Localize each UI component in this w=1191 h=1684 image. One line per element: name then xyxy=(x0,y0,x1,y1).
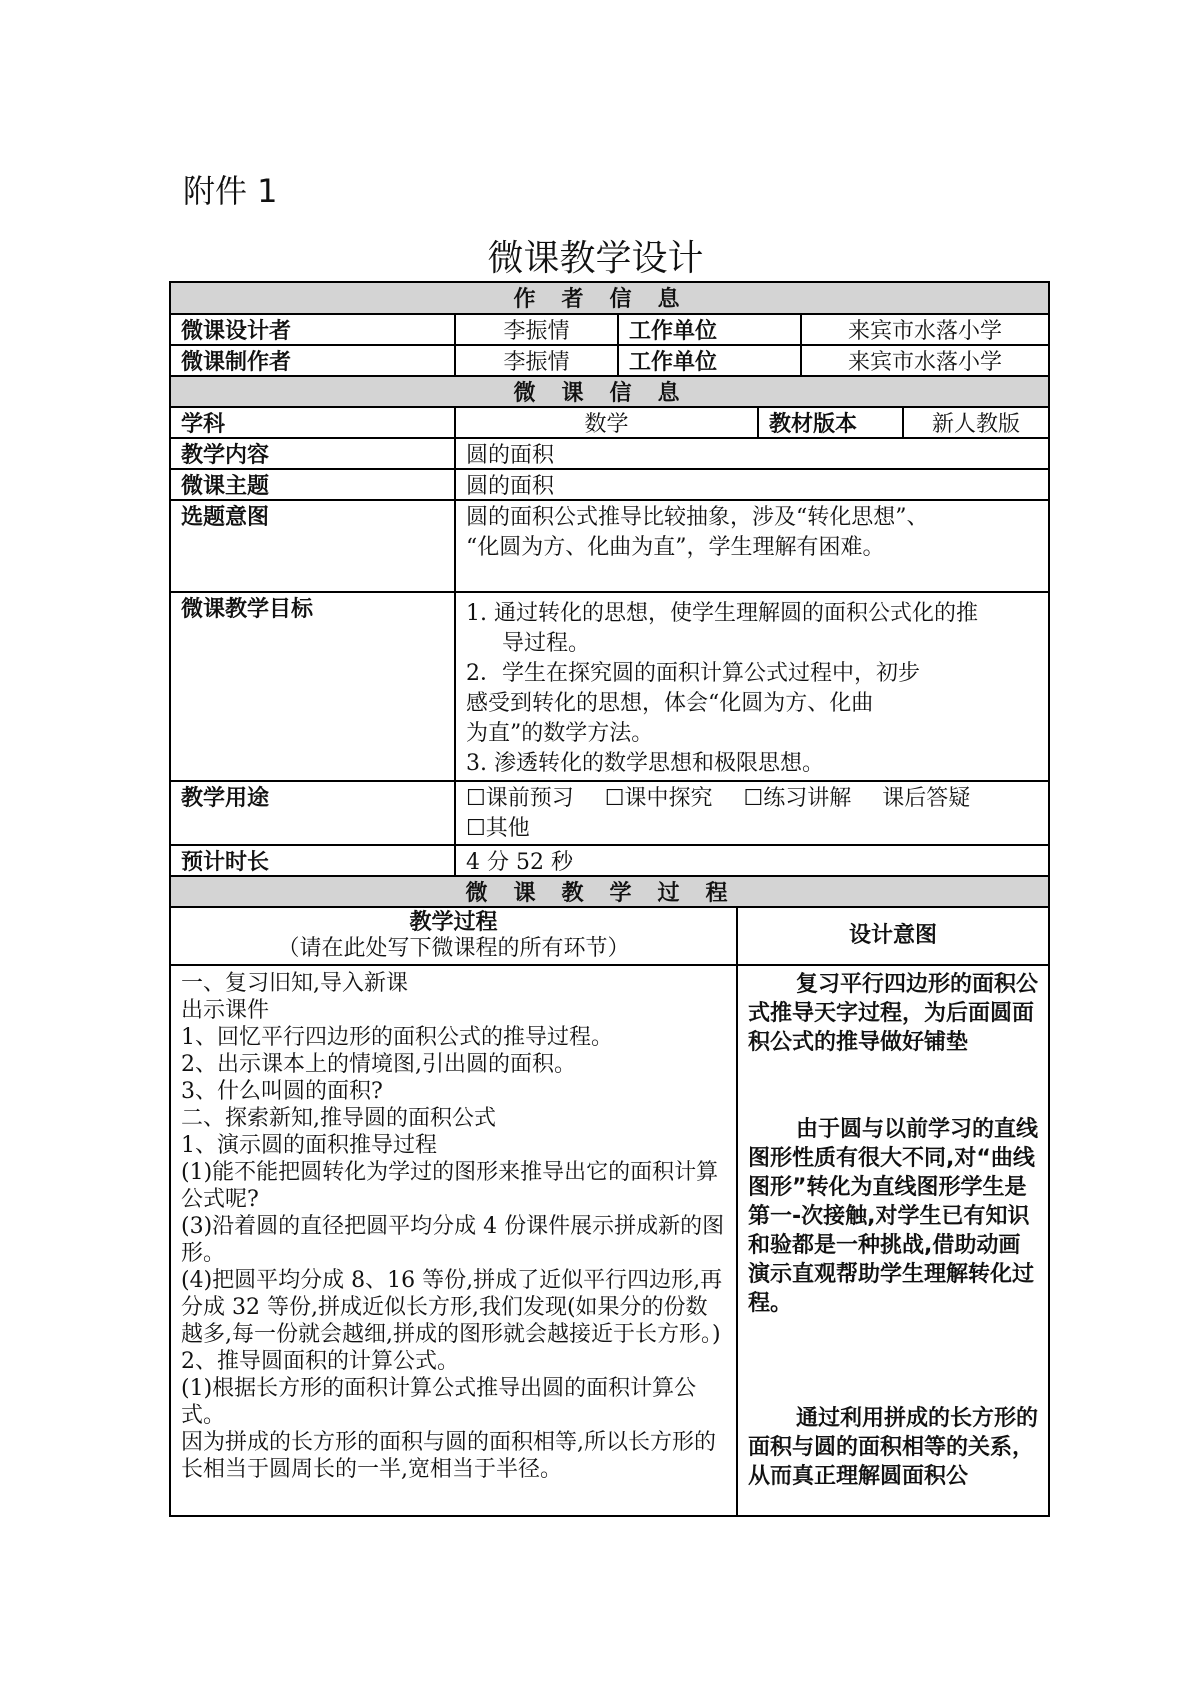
intent-label: 选题意图 xyxy=(181,505,270,530)
process-step: 出示课件 xyxy=(181,998,270,1023)
process-col-header xyxy=(171,908,736,964)
producer-label: 微课制作者 xyxy=(181,350,292,375)
process-step: (1)能不能把圆转化为学过的图形来推导出它的面积计算公式呢? xyxy=(181,1160,719,1212)
unit-label-1: 工作单位 xyxy=(617,315,800,344)
edition-value: 新人教版 xyxy=(902,408,1048,437)
process-step: 一、复习旧知,导入新课 xyxy=(181,971,408,996)
goal-line: 3. 渗透转化的数学思想和极限思想。 xyxy=(466,751,824,776)
process-step: 1、回忆平行四边形的面积公式的推导过程。 xyxy=(181,1025,613,1050)
producer-name: 李振情 xyxy=(454,346,617,375)
usage-option-explore[interactable]: ☐课中探究 xyxy=(604,786,713,811)
process-col-subtitle: （请在此处写下微课程的所有环节） xyxy=(277,936,630,961)
goal-line: 感受到转化的思想，体会“化圆为方、化曲 xyxy=(466,691,874,716)
process-steps xyxy=(171,966,736,1515)
subject-label: 学科 xyxy=(181,412,226,437)
process-step: 二、探索新知,推导圆的面积公式 xyxy=(181,1106,496,1131)
goal-line: 为直”的数学方法。 xyxy=(466,721,654,746)
usage-label: 教学用途 xyxy=(181,786,270,811)
goal-line: 1. 通过转化的思想，使学生理解圆的面积公式化的推 xyxy=(466,601,978,626)
process-step: (3)沿着圆的直径把圆平均分成 4 份课件展示拼成新的图形。 xyxy=(181,1214,725,1266)
intent-value xyxy=(454,501,1048,591)
usage-options xyxy=(454,782,1048,844)
designer-unit: 来宾市水落小学 xyxy=(800,315,1048,344)
unit-label-2: 工作单位 xyxy=(617,346,800,375)
goal-line: 导过程。 xyxy=(502,631,591,656)
process-col-title: 教学过程 xyxy=(409,910,498,935)
designer-name: 李振情 xyxy=(454,315,617,344)
intent-note: 复习平行四边形的面积公式推导天字过程，为后面圆面积公式的推导做好铺垫 xyxy=(748,972,1039,1055)
goals-label: 微课教学目标 xyxy=(181,597,314,622)
design-table xyxy=(169,281,1050,1517)
intent-col-title: 设计意图 xyxy=(736,908,1048,964)
process-step: (1)根据长方形的面积计算公式推导出圆的面积计算公式。 xyxy=(181,1376,697,1428)
intent-note: 通过利用拼成的长方形的面积与圆的面积相等的关系，从而真正理解圆面积公 xyxy=(748,1406,1039,1489)
attachment-label: 附件 1 xyxy=(183,172,278,210)
goal-line: 2．学生在探究圆的面积计算公式过程中，初步 xyxy=(466,661,920,686)
theme-value: 圆的面积 xyxy=(454,470,1048,499)
process-step: (4)把圆平均分成 8、16 等份,拼成了近似平行四边形,再分成 32 等份,拼成近似长方形,我们发现(如果分的份数越多,每一份就会越细,拼成的图形就会越接近于长方形。) xyxy=(181,1268,723,1347)
subject-value: 数学 xyxy=(454,408,757,437)
process-step: 1、演示圆的面积推导过程 xyxy=(181,1133,437,1158)
usage-option-practice[interactable]: ☐练习讲解 xyxy=(743,786,852,811)
intent-note: 由于圆与以前学习的直线图形性质有很大不同,对“曲线图形”转化为直线图形学生是第一-次接触,对学生已有知识和验都是一种挑战,借助动画演示直观帮助学生理解转化过程。 xyxy=(748,1117,1039,1316)
usage-option-other[interactable]: ☐其他 xyxy=(466,816,530,841)
section-process: 微课教学过程 xyxy=(171,877,1048,906)
process-step: 3、什么叫圆的面积? xyxy=(181,1079,383,1104)
goals-value xyxy=(454,593,1048,780)
usage-option-qa: 课后答疑 xyxy=(882,786,971,811)
duration-value: 4 分 52 秒 xyxy=(454,846,1048,875)
duration-label: 预计时长 xyxy=(181,850,270,875)
content-label: 教学内容 xyxy=(181,443,270,468)
process-step: 因为拼成的长方形的面积与圆的面积相等,所以长方形的长相当于圆周长的一半,宽相当于半径。 xyxy=(181,1430,716,1482)
section-author-info: 作者信息 xyxy=(171,283,1048,313)
intent-line: “化圆为方、化曲为直”，学生理解有困难。 xyxy=(466,535,885,560)
process-step: 2、出示课本上的情境图,引出圆的面积。 xyxy=(181,1052,576,1077)
designer-label: 微课设计者 xyxy=(181,319,292,344)
content-value: 圆的面积 xyxy=(454,439,1048,468)
document-title: 微课教学设计 xyxy=(487,238,704,279)
producer-unit: 来宾市水落小学 xyxy=(800,346,1048,375)
section-micro-info: 微课信息 xyxy=(171,377,1048,406)
usage-option-preview[interactable]: ☐课前预习 xyxy=(466,786,574,811)
process-step: 2、推导圆面积的计算公式。 xyxy=(181,1349,459,1374)
intent-notes xyxy=(736,966,1048,1515)
edition-label: 教材版本 xyxy=(757,408,902,437)
intent-line: 圆的面积公式推导比较抽象，涉及“转化思想”、 xyxy=(466,505,929,530)
theme-label: 微课主题 xyxy=(181,474,270,499)
